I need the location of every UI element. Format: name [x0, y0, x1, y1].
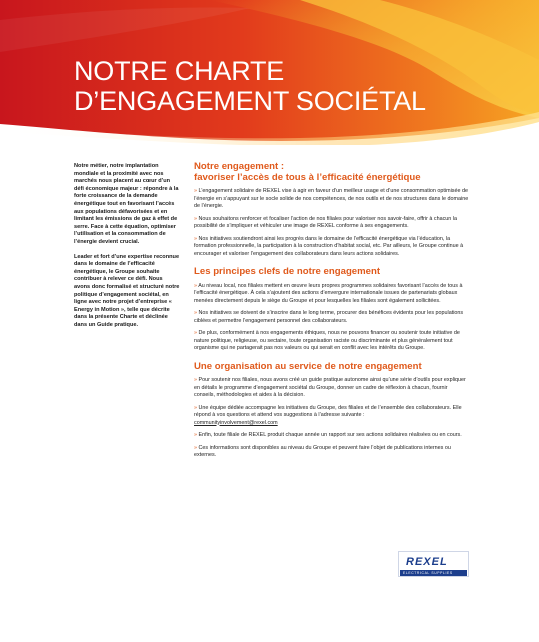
section-principes: [194, 267, 469, 353]
title-line-2: D’ENGAGEMENT SOCIÉTAL: [74, 86, 426, 116]
list-item: [194, 377, 469, 400]
main-column: [194, 162, 469, 469]
intro-column: [74, 163, 180, 336]
list-item: [194, 330, 469, 353]
section-engagement: [194, 162, 469, 258]
list-item: [194, 405, 469, 428]
section-heading: Les principes clefs de notre engagement: [194, 266, 381, 277]
rexel-logo: [398, 551, 469, 577]
section-heading: Une organisation au service de notre engagement: [194, 360, 422, 372]
bullet-icon: »: [194, 330, 197, 336]
list-item: [194, 188, 469, 211]
list-item: [194, 283, 469, 306]
bullet-icon: »: [194, 215, 197, 222]
contact-email-link[interactable]: communityinvolvement@rexel.com: [194, 419, 278, 426]
intro-paragraph-1: Notre métier, notre implantation mondiale et la proximité avec nos marchés nous placent au cœur d’un défi économique majeur : répondre à la forte croissance de la demande énergétique tout en favorisant l’accès aux populations défavorisées et en limitant les émissions de gaz à effet de serre. Face à cette équation, optimiser l’utilisation et la consommation de l’énergie devient crucial.: [74, 163, 179, 245]
logo-text: REXEL: [406, 556, 448, 568]
item-text: Nos initiatives se doivent de s’inscrire dans le long terme, procurer des bénéfices évidents pour les populations ciblées et permettre l’engagement personnel des collaborateurs.: [194, 310, 464, 324]
list-item: [194, 216, 469, 231]
bullet-icon: »: [194, 377, 197, 383]
item-text: Au niveau local, nos filiales mettent en œuvre leurs propres programmes solidaires favorisant l’accès de tous à l’efficacité énergétique. À cela s’ajoutent des actions d’envergure internationale issues de partenariats globaux menées directement depuis le siège du Groupe et pour lesquelles les filiales sont également sollicitées.: [194, 282, 463, 304]
list-item: [194, 236, 469, 259]
header-banner: [0, 0, 539, 145]
bullet-icon: »: [194, 310, 197, 316]
item-text: Pour soutenir nos filiales, nous avons créé un guide pratique autonome ainsi qu’une série d’outils pour expliquer en détails le programme d’engagement sociétal du Groupe, donner un cadre de réflexion à chacun, fournir conseils, méthodologies et aides à la décision.: [194, 377, 466, 398]
section-organisation: [194, 362, 469, 460]
list-item: [194, 432, 469, 440]
bullet-icon: »: [194, 188, 197, 194]
logo-subtitle: ELECTRICAL SUPPLIES: [403, 571, 453, 575]
bullet-icon: »: [194, 444, 197, 451]
item-text: L’engagement solidaire de REXEL vise à agir en faveur d’un meilleur usage et d’une consommation optimisée de l’énergie en s’appuyant sur le socle solide de nos compétences, de nos outils et de nos structures dans le domaine de l’énergie.: [194, 188, 469, 209]
bullet-icon: »: [194, 235, 197, 242]
bullet-icon: »: [194, 404, 197, 411]
item-text: Ces informations sont disponibles au niveau du Groupe et peuvent faire l’objet de publications internes ou externes.: [194, 444, 451, 458]
bullet-icon: »: [194, 432, 197, 438]
title-line-1: NOTRE CHARTE: [74, 56, 285, 86]
logo-top: [400, 553, 467, 570]
item-text: Enfin, toute filiale de REXEL produit chaque année un rapport sur ses actions solidaires réalisées ou en cours.: [198, 432, 462, 438]
list-item: [194, 445, 469, 460]
bullet-icon: »: [194, 282, 197, 289]
item-text: Nous souhaitons renforcer et focaliser l’action de nos filiales pour valoriser nos savoir-faire, offrir à chacun la possibilité de s’impliquer et véhiculer une image de REXEL conforme à ses engagements.: [194, 215, 457, 229]
item-text: Une équipe dédiée accompagne les initiatives du Groupe, des filiales et de l’ensemble des collaborateurs. Elle répond à vos questions et attend vos suggestions à l’adresse suivante :: [194, 404, 462, 418]
item-text: De plus, conformément à nos engagements éthiques, nous ne pouvons financer ou soutenir toute initiative de nature politique, religieuse, ou sectaire, toute organisation raciste ou discriminante et plus généralement tout organisme qui ne partagerait pas nos valeurs ou qui serait en conflit avec les intérêts du Groupe.: [194, 330, 460, 351]
intro-paragraph-2: Leader et fort d’une expertise reconnue dans le domaine de l’efficacité énergétique, le Groupe souhaite contribuer à relever ce défi. Nous avons donc formalisé et structuré notre politique d’engagement sociétal, en ligne avec notre projet d’entreprise « Energy in Motion », telle que décrite dans la présente Charte et déclinée dans un Guide pratique.: [74, 253, 180, 328]
list-item: [194, 310, 469, 325]
page-title: [74, 56, 514, 116]
item-text: Nos initiatives soutiendront ainsi les progrès dans le domaine de l’efficacité énergétique via l’éducation, la formation professionnelle, la participation à la construction d’habitat social, etc. Par ailleurs, le Groupe continue à encourager et valoriser l’engagement des collaborateurs dans leurs actions solidaires.: [194, 235, 464, 257]
section-heading: Notre engagement : favoriser l’accès de tous à l’efficacité énergétique: [194, 161, 421, 183]
